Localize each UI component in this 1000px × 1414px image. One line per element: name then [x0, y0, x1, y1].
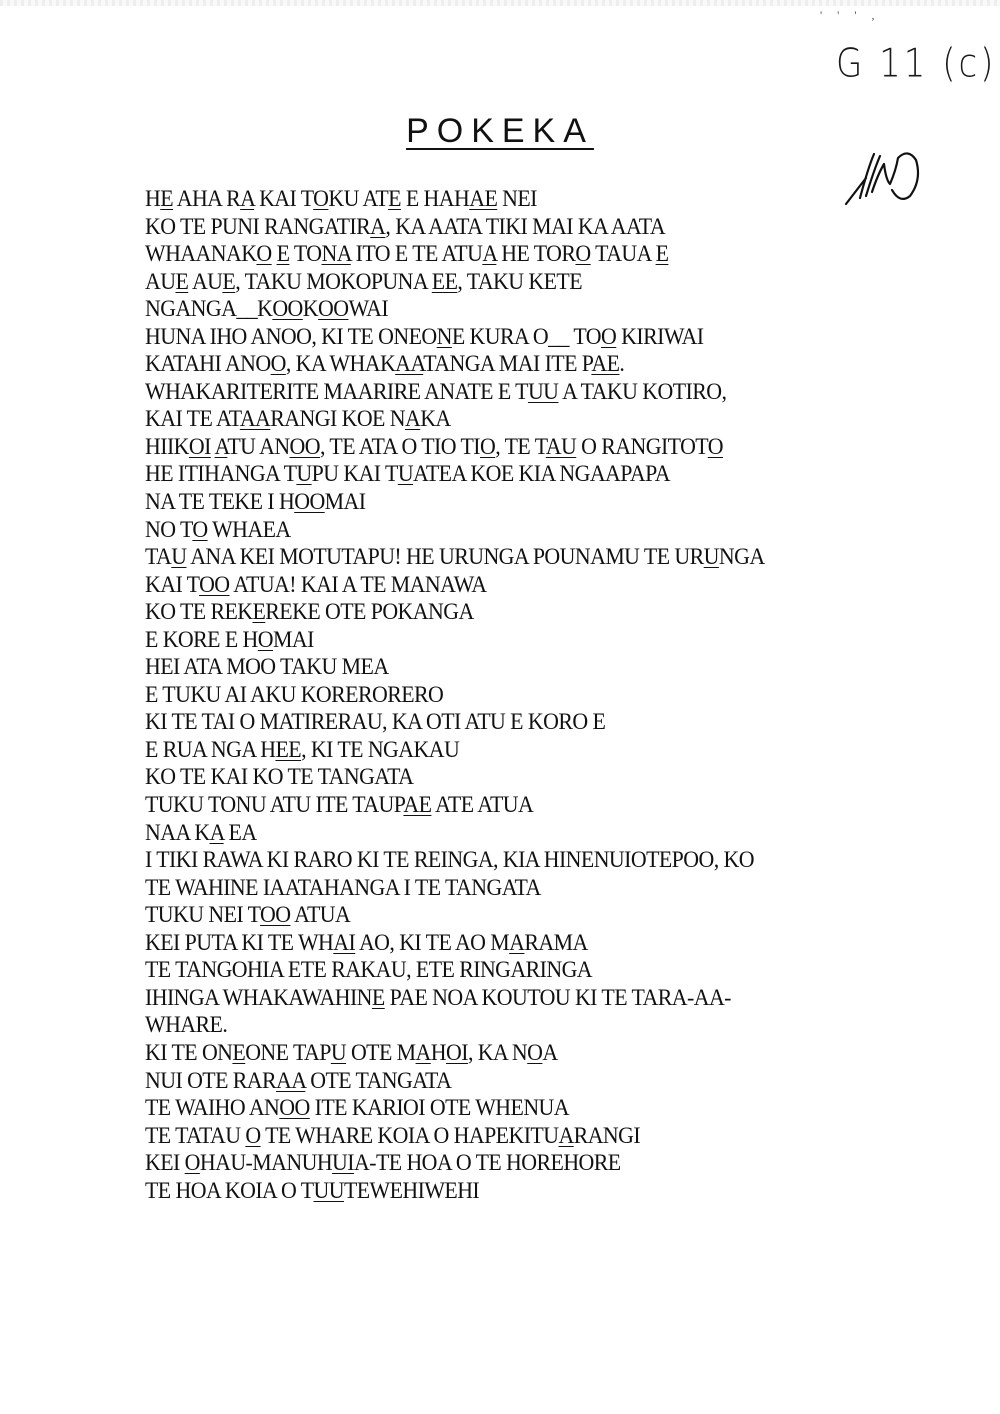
text-segment: ATE ATUA: [431, 792, 534, 819]
underlined-segment: U: [703, 544, 719, 571]
text-segment: K: [302, 296, 319, 323]
text-segment: TE HOA KOIA O T: [145, 1177, 314, 1204]
text-segment: KEI PUTA KI TE WH: [145, 929, 334, 956]
underlined-segment: O: [192, 516, 208, 543]
underlined-segment: U: [171, 544, 187, 571]
poem-line: [145, 544, 852, 572]
underlined-segment: N: [436, 323, 452, 350]
text-segment: .: [619, 351, 625, 378]
text-segment: OTE M: [346, 1039, 416, 1066]
poem-line: [145, 682, 852, 710]
underlined-segment: OO: [289, 433, 321, 460]
text-segment: I TIKI RAWA KI RARO KI TE REINGA, KIA HINENUIOTEPOO, KO: [145, 847, 754, 874]
poem-line: [145, 627, 852, 655]
text-segment: O RANGITOT: [576, 433, 708, 460]
text-segment: , TE T: [495, 433, 546, 460]
text-segment: ATEA KOE KIA NGAAPAPA: [413, 461, 670, 488]
poem-line: [145, 296, 852, 324]
text-segment: WHAKARITERITE MAARIRE ANATE E T: [145, 378, 528, 405]
poem-line: [145, 1095, 852, 1123]
underlined-segment: A: [370, 213, 386, 240]
poem-line: [145, 517, 852, 545]
underlined-segment: O: [313, 186, 329, 212]
underlined-segment: UI: [332, 1150, 355, 1177]
text-segment: KU AT: [328, 186, 389, 212]
text-segment: TE WHARE KOIA O HAPEKITU: [260, 1122, 559, 1149]
text-segment: RANGI KOE N: [270, 406, 405, 433]
text-segment: REKE OTE POKANGA: [265, 599, 474, 626]
poem-line: [145, 1068, 852, 1096]
text-segment: IHINGA WHAKAWAHIN: [145, 984, 372, 1011]
underlined-segment: UU: [313, 1177, 344, 1204]
underlined-segment: AI: [333, 929, 356, 956]
poem-line: [145, 985, 852, 1013]
underlined-segment: E: [276, 241, 290, 268]
text-segment: TU AN: [227, 433, 290, 460]
poem-line: [145, 820, 852, 848]
text-segment: , KA N: [467, 1039, 528, 1066]
text-segment: , KA WHAK: [285, 351, 396, 378]
poem-line: [145, 764, 852, 792]
poem-line: [145, 957, 852, 985]
text-segment: TE WAHINE IAATAHANGA I TE TANGATA: [145, 874, 541, 901]
text-segment: KAI T: [254, 186, 314, 212]
text-segment: NUI OTE RAR: [145, 1067, 277, 1094]
text-segment: WAI: [348, 296, 389, 323]
underlined-segment: O: [527, 1039, 543, 1066]
text-segment: ITE KARIOI OTE WHENUA: [309, 1095, 569, 1122]
text-segment: NO T: [145, 516, 193, 543]
poem-line: [145, 434, 852, 462]
underlined-segment: NA: [321, 241, 351, 268]
underlined-segment: EE: [431, 268, 458, 295]
poem-line: [145, 489, 852, 517]
text-segment: PU KAI T: [311, 461, 398, 488]
text-segment: , TE ATA O TIO TI: [320, 433, 480, 460]
text-segment: TE TATAU: [145, 1122, 246, 1149]
underlined-segment: O: [575, 241, 591, 268]
underlined-segment: AE: [403, 792, 432, 819]
poem-line: [145, 599, 852, 627]
underlined-segment: A: [209, 819, 224, 846]
underlined-segment: E: [175, 268, 189, 295]
poem-line: [145, 1178, 852, 1206]
poem-line: [145, 1040, 852, 1068]
underlined-segment: AE: [469, 186, 498, 212]
text-segment: , TAKU KETE: [457, 268, 583, 295]
underlined-segment: E: [232, 1039, 246, 1066]
text-segment: K: [257, 296, 273, 323]
underlined-segment: OO: [199, 571, 230, 598]
underlined-segment: O: [270, 351, 286, 378]
text-segment: AU: [188, 268, 223, 295]
poem-line: [145, 902, 852, 930]
underlined-segment: OI: [446, 1039, 468, 1066]
text-segment: KAI T: [145, 571, 200, 598]
text-segment: __: [236, 296, 258, 323]
underlined-segment: E: [388, 186, 401, 212]
text-segment: AU: [145, 268, 176, 295]
text-segment: HUNA IHO ANOO, KI TE ONEO: [145, 323, 437, 350]
text-segment: E HAH: [400, 186, 470, 212]
underlined-segment: AU: [545, 433, 577, 460]
underlined-segment: E: [371, 984, 385, 1011]
text-segment: WHARE.: [145, 1012, 228, 1039]
text-segment: AO, KI TE AO M: [355, 929, 510, 956]
text-segment: ATUA! KAI A TE MANAWA: [229, 571, 487, 598]
text-segment: TEWEHIWEHI: [343, 1177, 480, 1204]
text-segment: ANA KEI MOTUTAPU! HE URUNGA POUNAMU TE UR: [186, 544, 704, 571]
poem-line: [145, 654, 852, 682]
text-segment: WHAEA: [207, 516, 291, 543]
text-segment: KIRIWAI: [616, 323, 704, 350]
title-text: POKEKA: [406, 112, 594, 150]
text-segment: OTE TANGATA: [305, 1067, 452, 1094]
text-segment: E KURA O__ TO: [451, 323, 602, 350]
text-segment: H: [145, 186, 161, 212]
text-segment: KO TE PUNI RANGATIR: [145, 213, 371, 240]
underlined-segment: U: [330, 1039, 347, 1066]
text-segment: NA TE TEKE I H: [145, 489, 295, 516]
scan-edge-artifact: [0, 0, 1000, 6]
poem-line: [145, 875, 852, 903]
text-segment: PAE NOA KOUTOU KI TE TARA-AA-: [384, 984, 731, 1011]
text-segment: TUKU NEI T: [145, 902, 261, 929]
poem-line: [145, 461, 852, 489]
poem-line: [145, 324, 852, 352]
underlined-segment: U: [296, 461, 312, 488]
underlined-segment: O: [245, 1122, 261, 1149]
underlined-segment: E: [252, 599, 266, 626]
text-segment: NAA K: [145, 819, 210, 846]
underlined-segment: A: [404, 406, 421, 433]
poem-line: [145, 351, 852, 379]
scan-tick-marks: ' ' ' ,: [820, 8, 881, 22]
underlined-segment: O: [184, 1150, 200, 1177]
text-segment: TE TANGOHIA ETE RAKAU, ETE RINGARINGA: [145, 957, 593, 984]
underlined-segment: O: [479, 433, 496, 460]
underlined-segment: O: [707, 433, 723, 460]
text-segment: E RUA NGA H: [145, 736, 276, 763]
text-segment: HEI ATA MOO TAKU MEA: [145, 654, 389, 681]
poem-line: [145, 269, 852, 297]
underlined-segment: E: [655, 241, 669, 268]
text-segment: RANGI: [573, 1122, 641, 1149]
text-segment: E TUKU AI AKU KORERORERO: [145, 681, 444, 708]
text-segment: TANGA MAI ITE P: [423, 351, 592, 378]
text-segment: KI TE TAI O MATIRERAU, KA OTI ATU E KORO E: [145, 709, 606, 736]
underlined-segment: A: [240, 186, 255, 212]
text-segment: HE ITIHANGA T: [145, 461, 297, 488]
underlined-segment: A: [214, 433, 228, 460]
poem-line: [145, 214, 852, 242]
text-segment: A TAKU KOTIRO,: [558, 378, 727, 405]
text-segment: KATAHI ANO: [145, 351, 271, 378]
text-segment: , TAKU MOKOPUNA: [235, 268, 432, 295]
poem-line: [145, 572, 852, 600]
text-segment: KO TE KAI KO TE TANGATA: [145, 764, 414, 791]
underlined-segment: AA: [276, 1067, 306, 1094]
text-segment: , KI TE NGAKAU: [301, 736, 460, 763]
underlined-segment: A: [558, 1122, 574, 1149]
poem-line: [145, 1012, 852, 1040]
poem-line: [145, 379, 852, 407]
text-segment: TA: [145, 544, 172, 571]
text-segment: TE WAIHO AN: [145, 1095, 280, 1122]
underlined-segment: OO: [272, 296, 303, 323]
underlined-segment: AA: [239, 406, 271, 433]
text-segment: KAI TE AT: [145, 406, 240, 433]
text-segment: H: [430, 1039, 447, 1066]
text-segment: TAUA: [590, 241, 656, 268]
text-segment: HIIK: [145, 433, 189, 460]
underlined-segment: A: [415, 1039, 431, 1066]
underlined-segment: U: [397, 461, 414, 488]
document-title: [0, 112, 1000, 151]
text-segment: , KA AATA TIKI MAI KA AATA: [385, 213, 666, 240]
text-segment: NGANGA: [145, 296, 237, 323]
text-segment: NEI: [497, 186, 537, 212]
poem-line: [145, 737, 852, 765]
handwritten-reference: G 11 (c): [836, 41, 997, 87]
text-segment: A: [542, 1039, 558, 1066]
poem-line: [145, 186, 852, 214]
underlined-segment: AA: [395, 351, 424, 378]
underlined-segment: O: [256, 241, 272, 268]
underlined-segment: A: [482, 241, 497, 268]
underlined-segment: E: [222, 268, 236, 295]
poem-line: [145, 792, 852, 820]
underlined-segment: A: [509, 929, 525, 956]
underlined-segment: AE: [591, 351, 620, 378]
poem-line: [145, 847, 852, 875]
poem-line: [145, 1150, 852, 1178]
text-segment: MAI: [273, 626, 314, 653]
poem-line: [145, 241, 852, 269]
text-segment: AHA R: [173, 186, 241, 212]
underlined-segment: UU: [527, 378, 559, 405]
underlined-segment: OO: [260, 902, 291, 929]
text-segment: NGA: [718, 544, 765, 571]
text-segment: E KORE E H: [145, 626, 258, 653]
underlined-segment: OI: [188, 433, 211, 460]
underlined-segment: OO: [318, 296, 349, 323]
poem-line: [145, 930, 852, 958]
text-segment: ONE TAP: [245, 1039, 331, 1066]
text-segment: HAU-MANUH: [199, 1150, 333, 1177]
text-segment: EA: [223, 819, 257, 846]
text-segment: RAMA: [524, 929, 588, 956]
text-segment: KI TE ON: [145, 1039, 233, 1066]
text-segment: ATUA: [290, 902, 351, 929]
underlined-segment: OO: [294, 489, 325, 516]
text-segment: KO TE REK: [145, 599, 253, 626]
underlined-segment: EE: [275, 736, 302, 763]
poem-body: [145, 186, 905, 1205]
text-segment: WHAANAK: [145, 241, 257, 268]
poem-line: [145, 406, 852, 434]
text-segment: MAI: [324, 489, 366, 516]
poem-line: [145, 709, 852, 737]
underlined-segment: E: [160, 186, 174, 212]
text-segment: KA: [420, 406, 451, 433]
text-segment: A-TE HOA O TE HOREHORE: [354, 1150, 621, 1177]
underlined-segment: OO: [279, 1095, 310, 1122]
poem-line: [145, 1123, 852, 1151]
text-segment: KEI: [145, 1150, 185, 1177]
underlined-segment: O: [257, 626, 274, 653]
text-segment: HE TOR: [496, 241, 576, 268]
underlined-segment: O: [601, 323, 617, 350]
text-segment: TUKU TONU ATU ITE TAUP: [145, 792, 404, 819]
text-segment: TO: [289, 241, 322, 268]
text-segment: ITO E TE ATU: [350, 241, 483, 268]
